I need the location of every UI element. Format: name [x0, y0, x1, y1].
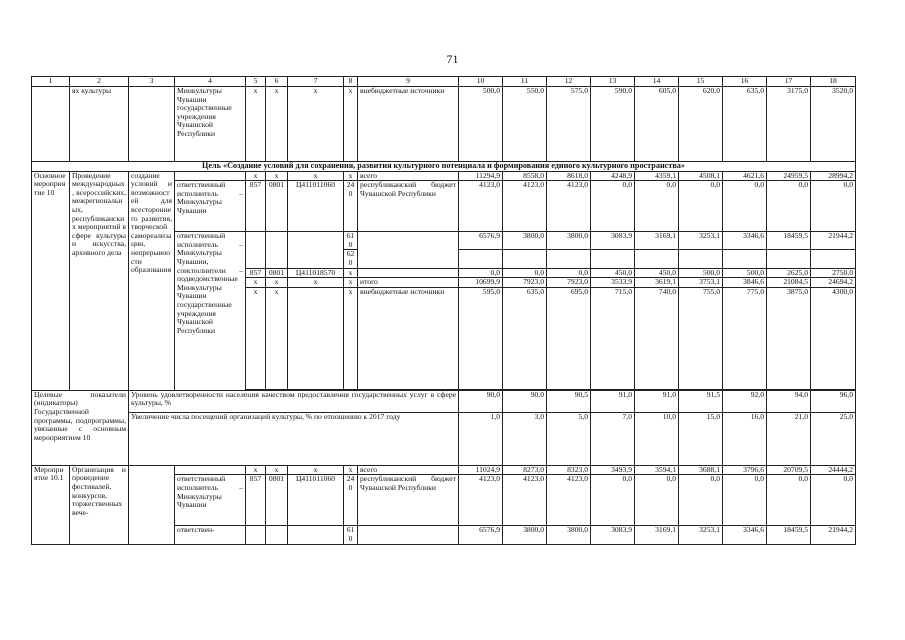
value-cell: 3594,1	[635, 465, 679, 475]
column-number-row	[32, 77, 871, 87]
cell: всего	[358, 171, 459, 181]
value-cell: 3846,6	[723, 278, 767, 288]
value-cell: 450,0	[635, 268, 679, 278]
value-cell	[723, 250, 767, 268]
value-cell: 3520,0	[811, 87, 856, 162]
column-number-12: 12	[547, 77, 591, 87]
indicators-label: Целевые показатели (индикаторы) Государственной программы, подпрограммы, увязанные с основным мероприятием 10	[32, 390, 129, 465]
page-number: 71	[446, 52, 459, 66]
cell: x	[344, 171, 358, 181]
value-cell: 0,0	[679, 475, 723, 526]
cell: x	[288, 87, 344, 162]
value-cell	[547, 250, 591, 268]
value-cell: 3253,1	[679, 232, 723, 250]
cell: x	[288, 171, 344, 181]
cell	[175, 171, 246, 181]
value-cell: 7,0	[591, 412, 635, 465]
cell: республиканский бюджет Чувашской Республики	[358, 475, 459, 526]
value-cell: 3800,0	[547, 526, 591, 544]
value-cell: 24959,5	[767, 171, 811, 181]
value-cell: 10699,9	[459, 278, 503, 288]
table-row	[32, 390, 871, 412]
responsible-cell: ответственный исполнитель – Минкультуры Чувашии	[175, 475, 246, 526]
value-cell	[591, 250, 635, 268]
value-cell	[635, 250, 679, 268]
value-cell: 3346,6	[723, 232, 767, 250]
value-cell: 3083,9	[591, 526, 635, 544]
measure-title: Основное мероприятие 10	[32, 171, 70, 390]
value-cell: 5,0	[547, 412, 591, 465]
value-cell: 4508,1	[679, 171, 723, 181]
value-cell: 3800,0	[503, 526, 547, 544]
cell: x	[344, 465, 358, 475]
value-cell: 3175,0	[767, 87, 811, 162]
value-cell: 1,0	[459, 412, 503, 465]
cell: x	[344, 278, 358, 288]
cell: x	[266, 87, 288, 162]
value-cell	[811, 250, 856, 268]
cell	[32, 87, 70, 162]
cell: 240	[344, 475, 358, 526]
value-cell: 4123,0	[503, 181, 547, 232]
cell	[358, 526, 459, 544]
value-cell: 500,0	[723, 268, 767, 278]
value-cell: 620,0	[679, 87, 723, 162]
column-number-8: 8	[344, 77, 358, 87]
value-cell: 500,0	[459, 87, 503, 162]
cell: 0801	[266, 181, 288, 232]
column-number-13: 13	[591, 77, 635, 87]
column-number-5: 5	[246, 77, 266, 87]
value-cell: 0,0	[679, 181, 723, 232]
cell: x	[266, 287, 288, 389]
goal-heading: Цель «Создание условий для сохранения, развития культурного потенциала и формирования единого культурного пространства»	[32, 162, 856, 172]
cell: x	[246, 171, 266, 181]
value-cell: 91,0	[635, 390, 679, 412]
column-number-6: 6	[266, 77, 288, 87]
column-number-14: 14	[635, 77, 679, 87]
value-cell: 24694,2	[811, 278, 856, 288]
value-cell	[679, 250, 723, 268]
value-cell: 715,0	[591, 287, 635, 389]
cell: 610	[344, 232, 358, 250]
budget-table	[31, 76, 870, 545]
value-cell: 3,0	[503, 412, 547, 465]
value-cell: 21944,2	[811, 232, 856, 250]
value-cell: 90,5	[547, 390, 591, 412]
column-number-3: 3	[129, 77, 175, 87]
value-cell: 3688,1	[679, 465, 723, 475]
value-cell: 4123,0	[503, 475, 547, 526]
responsible-cell: ответственный исполнитель – Минкультуры Чувашии, соисполнители – подведомственные Минкультуры Чувашии государственные учреждения Чувашской Республики	[175, 232, 246, 391]
value-cell: 450,0	[591, 268, 635, 278]
column-number-7: 7	[288, 77, 344, 87]
cell: Ц411011060	[288, 181, 344, 232]
cell	[288, 526, 344, 544]
cell: x	[246, 87, 266, 162]
value-cell: 3346,6	[723, 526, 767, 544]
value-cell: 25,0	[811, 412, 856, 465]
value-cell: 590,0	[591, 87, 635, 162]
cell	[246, 232, 266, 268]
cell: x	[266, 465, 288, 475]
value-cell: 0,0	[635, 181, 679, 232]
value-cell: 11024,9	[459, 465, 503, 475]
event-title: Мероприятие 10.1	[32, 465, 70, 544]
value-cell: 20709,5	[767, 465, 811, 475]
value-cell: 635,0	[723, 87, 767, 162]
value-cell: 3619,1	[635, 278, 679, 288]
value-cell: 0,0	[811, 475, 856, 526]
value-cell: 28994,2	[811, 171, 856, 181]
column-number-18: 18	[811, 77, 856, 87]
value-cell: 15,0	[679, 412, 723, 465]
cell: x	[344, 287, 358, 389]
value-cell: 96,0	[811, 390, 856, 412]
value-cell: 8618,0	[547, 171, 591, 181]
value-cell: 24444,2	[811, 465, 856, 475]
value-cell: 0,0	[547, 268, 591, 278]
value-cell: 4300,0	[811, 287, 856, 389]
cell: 620	[344, 250, 358, 268]
cell: всего	[358, 465, 459, 475]
cell: x	[288, 465, 344, 475]
cell: Ц411011060	[288, 475, 344, 526]
value-cell: 3253,1	[679, 526, 723, 544]
value-cell: 575,0	[547, 87, 591, 162]
value-cell: 4123,0	[459, 475, 503, 526]
cell: x	[266, 171, 288, 181]
goal-row	[32, 162, 871, 172]
cell: x	[246, 465, 266, 475]
value-cell: 18459,5	[767, 526, 811, 544]
cell: 240	[344, 181, 358, 232]
value-cell: 695,0	[547, 287, 591, 389]
value-cell: 2625,0	[767, 268, 811, 278]
cell: 857	[246, 181, 266, 232]
value-cell: 8323,0	[547, 465, 591, 475]
value-cell: 90,0	[503, 390, 547, 412]
column-number-4: 4	[175, 77, 246, 87]
value-cell: 92,0	[723, 390, 767, 412]
table-row	[32, 412, 871, 465]
value-cell: 0,0	[591, 181, 635, 232]
cell	[266, 232, 288, 268]
value-cell: 21,0	[767, 412, 811, 465]
value-cell: 635,0	[503, 287, 547, 389]
indicator-text: Увеличение числа посещений организаций культуры, % по отношению к 2017 году	[129, 412, 459, 465]
cell: внебюджетные источники	[358, 287, 459, 389]
value-cell: 3493,9	[591, 465, 635, 475]
column-number-9: 9	[358, 77, 459, 87]
indicator-text: Уровень удовлетворенности населения качеством предоставления государственных услуг в сфере культуры, %	[129, 390, 459, 412]
event-description: Организация и проведение фестивалей, конкурсов, торжественных вече-	[70, 465, 129, 544]
cell	[175, 465, 246, 475]
column-number-17: 17	[767, 77, 811, 87]
value-cell: 7923,0	[547, 278, 591, 288]
cell: 857	[246, 268, 266, 278]
value-cell	[767, 250, 811, 268]
value-cell: 0,0	[811, 181, 856, 232]
responsible-cell: ответствен-	[175, 526, 246, 544]
cell	[246, 526, 266, 544]
value-cell: 3083,9	[591, 232, 635, 250]
cell	[358, 268, 459, 278]
value-cell: 90,0	[459, 390, 503, 412]
cell: x	[246, 287, 266, 389]
table-row	[32, 87, 871, 162]
value-cell: 0,0	[767, 475, 811, 526]
cell: Ц411018570	[288, 268, 344, 278]
value-cell: 3875,0	[767, 287, 811, 389]
measure-goal: создание условий и возможностей для всестороннего развития, творческой самореализации, непрерывности образования	[129, 171, 175, 390]
value-cell: 0,0	[723, 181, 767, 232]
value-cell: 11294,9	[459, 171, 503, 181]
cell: x	[246, 278, 266, 288]
cell	[358, 232, 459, 268]
cell: внебюджетные источники	[358, 87, 459, 162]
value-cell: 775,0	[723, 287, 767, 389]
value-cell: 4123,0	[547, 475, 591, 526]
responsible-cell: ответственный исполнитель – Минкультуры Чувашии	[175, 181, 246, 232]
value-cell: 4123,0	[459, 181, 503, 232]
value-cell	[459, 250, 503, 268]
value-cell: 3800,0	[547, 232, 591, 250]
value-cell: 0,0	[503, 268, 547, 278]
value-cell: 6576,9	[459, 526, 503, 544]
value-cell: 3169,1	[635, 232, 679, 250]
measure-description: Проведение международных, всероссийских, межрегиональных, республиканских мероприятий в сфере культуры и искусства, архивного дела	[70, 171, 129, 390]
value-cell: 10,0	[635, 412, 679, 465]
cell: x	[288, 278, 344, 288]
column-number-10: 10	[459, 77, 503, 87]
value-cell: 16,0	[723, 412, 767, 465]
value-cell: 755,0	[679, 287, 723, 389]
value-cell: 4359,1	[635, 171, 679, 181]
value-cell: 91,0	[591, 390, 635, 412]
cell	[266, 526, 288, 544]
value-cell: 91,5	[679, 390, 723, 412]
value-cell: 0,0	[635, 475, 679, 526]
column-number-16: 16	[723, 77, 767, 87]
value-cell: 4123,0	[547, 181, 591, 232]
value-cell: 3796,6	[723, 465, 767, 475]
value-cell: 0,0	[591, 475, 635, 526]
value-cell: 4621,6	[723, 171, 767, 181]
value-cell: 21944,2	[811, 526, 856, 544]
cell: Минкультуры Чувашии государственные учреждения Чувашской Республики	[175, 87, 246, 162]
cell: 0801	[266, 475, 288, 526]
cell	[288, 287, 344, 389]
cell: республиканский бюджет Чувашской Республики	[358, 181, 459, 232]
value-cell: 6576,9	[459, 232, 503, 250]
cell	[129, 465, 175, 544]
value-cell: 2750,0	[811, 268, 856, 278]
value-cell: 3169,1	[635, 526, 679, 544]
table-row	[32, 465, 871, 475]
cell: x	[266, 278, 288, 288]
cell: x	[344, 87, 358, 162]
value-cell	[503, 250, 547, 268]
cell: 610	[344, 526, 358, 544]
column-number-11: 11	[503, 77, 547, 87]
value-cell: 94,0	[767, 390, 811, 412]
value-cell: 4248,9	[591, 171, 635, 181]
column-number-1: 1	[32, 77, 70, 87]
value-cell: 740,0	[635, 287, 679, 389]
value-cell: 550,0	[503, 87, 547, 162]
table-row	[32, 171, 871, 181]
column-number-15: 15	[679, 77, 723, 87]
column-number-2: 2	[70, 77, 129, 87]
value-cell: 605,0	[635, 87, 679, 162]
value-cell: 0,0	[767, 181, 811, 232]
cell: 857	[246, 475, 266, 526]
value-cell: 8558,0	[503, 171, 547, 181]
cell: 0801	[266, 268, 288, 278]
value-cell: 3800,0	[503, 232, 547, 250]
value-cell: 7923,0	[503, 278, 547, 288]
cell: итого	[358, 278, 459, 288]
value-cell: 3533,9	[591, 278, 635, 288]
value-cell: 21084,5	[767, 278, 811, 288]
value-cell: 3753,1	[679, 278, 723, 288]
cell	[288, 232, 344, 268]
value-cell: 500,0	[679, 268, 723, 278]
cell: ях культуры	[70, 87, 129, 162]
cell	[129, 87, 175, 162]
cell: x	[344, 268, 358, 278]
value-cell: 18459,5	[767, 232, 811, 250]
value-cell: 0,0	[723, 475, 767, 526]
value-cell: 0,0	[459, 268, 503, 278]
value-cell: 595,0	[459, 287, 503, 389]
value-cell: 8273,0	[503, 465, 547, 475]
